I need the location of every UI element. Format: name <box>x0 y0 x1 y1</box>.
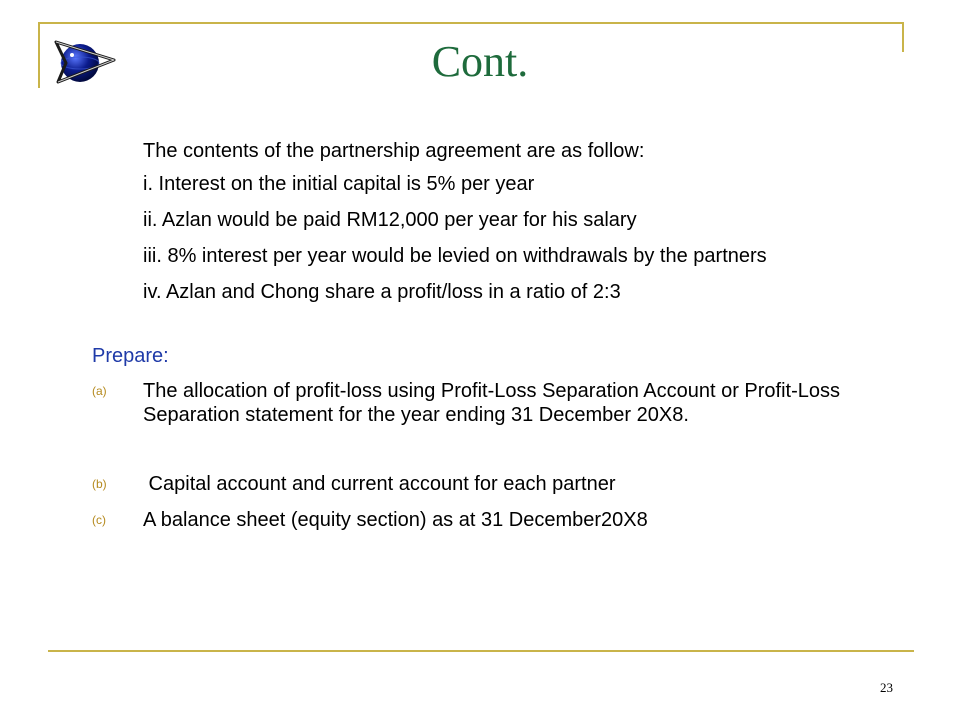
task-text: A balance sheet (equity section) as at 31 December20X8 <box>143 509 648 531</box>
agreement-intro: The contents of the partnership agreement are as follow: <box>143 140 645 162</box>
agreement-terms-list <box>143 172 767 316</box>
task-text: Capital account and current account for each partner <box>143 473 616 495</box>
frame-top-line <box>38 22 904 24</box>
term-item: i. Interest on the initial capital is 5% per year <box>143 173 535 195</box>
task-marker: (a) <box>92 384 107 398</box>
slide-title: Cont. <box>431 37 529 86</box>
page-number: 23 <box>880 680 893 695</box>
prepare-label: Prepare: <box>92 345 169 367</box>
term-item: iv. Azlan and Chong share a profit/loss in a ratio of 2:3 <box>143 281 621 303</box>
task-text: The allocation of profit-loss using Profit-Loss Separation Account or Profit-Loss Separation statement for the year ending 31 December 20X8. <box>143 380 841 426</box>
task-marker: (b) <box>92 477 107 491</box>
task-marker: (c) <box>92 513 106 527</box>
term-item: ii. Azlan would be paid RM12,000 per year for his salary <box>143 209 637 231</box>
term-item: iii. 8% interest per year would be levied on withdrawals by the partners <box>143 245 767 267</box>
frame-bottom-line <box>48 650 914 652</box>
